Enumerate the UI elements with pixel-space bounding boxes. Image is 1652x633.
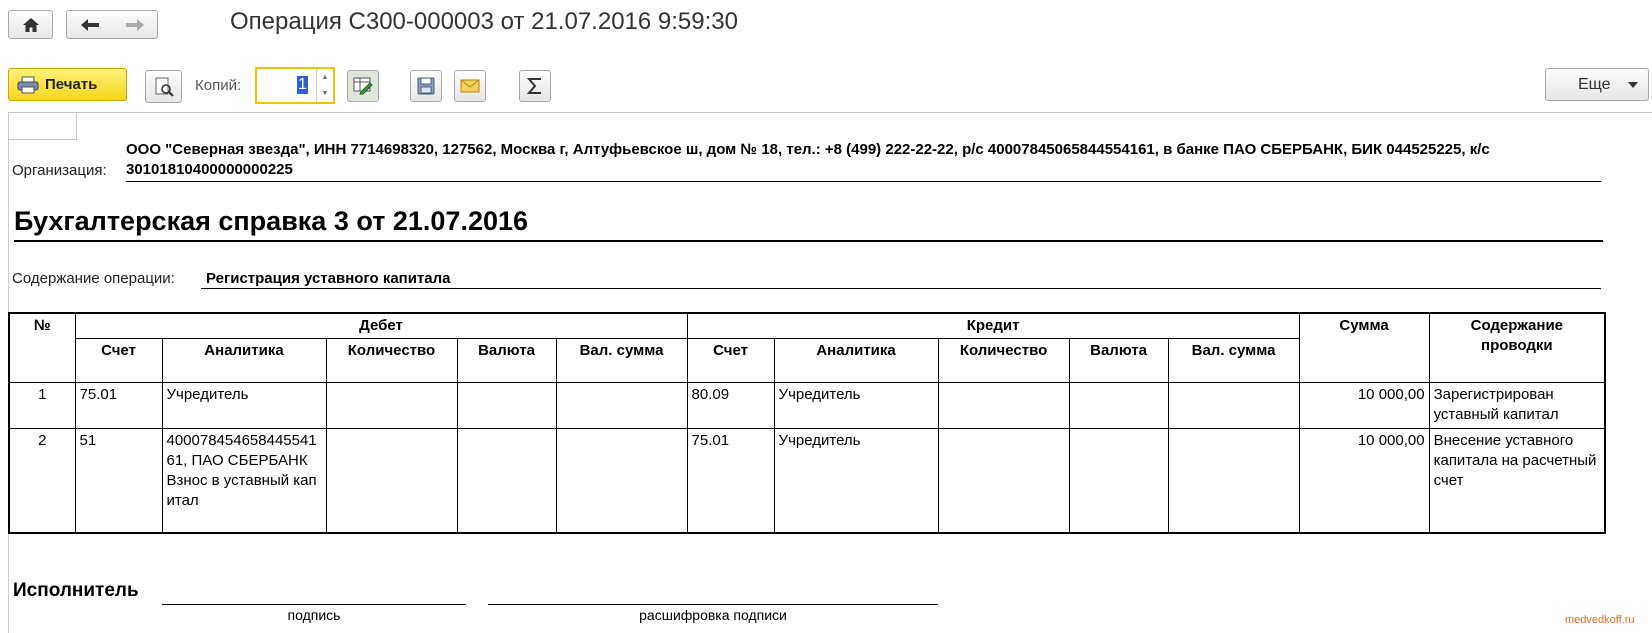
header-debit-currency: Валюта bbox=[457, 339, 556, 383]
debit-account: 51 bbox=[75, 429, 162, 533]
save-icon bbox=[417, 77, 435, 95]
header-sum: Сумма bbox=[1299, 313, 1429, 383]
credit-analytics: Учредитель bbox=[774, 429, 938, 533]
decode-caption: расшифровка подписи bbox=[639, 607, 787, 623]
credit-cur-sum bbox=[1168, 383, 1299, 429]
header-credit-currency: Валюта bbox=[1069, 339, 1168, 383]
entry-content: Зарегистрирован уставный капитал bbox=[1429, 383, 1605, 429]
credit-cur-sum bbox=[1168, 429, 1299, 533]
header-credit-account: Счет bbox=[687, 339, 774, 383]
credit-quantity bbox=[938, 383, 1069, 429]
operation-value: Регистрация уставного капитала bbox=[201, 270, 1601, 289]
table-row bbox=[9, 429, 1605, 533]
debit-quantity bbox=[326, 383, 457, 429]
credit-account: 75.01 bbox=[687, 429, 774, 533]
debit-cur-sum bbox=[556, 429, 687, 533]
entry-content: Внесение уставного капитала на расчетный счет bbox=[1429, 429, 1605, 533]
credit-analytics: Учредитель bbox=[774, 383, 938, 429]
signature-line bbox=[162, 604, 466, 605]
header-num: № bbox=[9, 313, 75, 383]
debit-currency bbox=[457, 383, 556, 429]
print-button[interactable] bbox=[8, 68, 127, 101]
forward-button[interactable] bbox=[125, 18, 145, 32]
spin-up-icon[interactable]: ▲ bbox=[321, 73, 329, 81]
edit-document-button[interactable] bbox=[347, 70, 379, 102]
arrow-right-icon bbox=[125, 18, 145, 32]
row-num: 1 bbox=[9, 383, 75, 429]
debit-cur-sum bbox=[556, 383, 687, 429]
row-num: 2 bbox=[9, 429, 75, 533]
document-heading: Бухгалтерская справка 3 от 21.07.2016 bbox=[14, 206, 1603, 242]
table-edit-icon bbox=[353, 77, 373, 95]
nav-buttons bbox=[66, 10, 158, 39]
watermark: medvedkoff.ru bbox=[1565, 614, 1635, 626]
table-row bbox=[9, 383, 1605, 429]
copies-value: 1 bbox=[298, 76, 307, 93]
debit-currency bbox=[457, 429, 556, 533]
debit-analytics: Учредитель bbox=[162, 383, 326, 429]
header-debit: Дебет bbox=[75, 313, 687, 339]
corner-cell bbox=[9, 113, 77, 140]
header-debit-cur-sum: Вал. сумма bbox=[556, 339, 687, 383]
window-title: Операция С300-000003 от 21.07.2016 9:59:30 bbox=[230, 8, 738, 35]
send-email-button[interactable] bbox=[454, 70, 486, 102]
decode-line bbox=[488, 604, 938, 605]
executor-label: Исполнитель bbox=[13, 580, 139, 601]
header-debit-analytics: Аналитика bbox=[162, 339, 326, 383]
header-credit-quantity: Количество bbox=[938, 339, 1069, 383]
home-button[interactable] bbox=[8, 10, 53, 39]
header-debit-account: Счет bbox=[75, 339, 162, 383]
printer-icon bbox=[17, 76, 39, 94]
save-button[interactable] bbox=[410, 70, 442, 102]
entries-table bbox=[8, 312, 1606, 534]
copies-label: Копий: bbox=[195, 77, 242, 94]
debit-analytics: 40007845465844554161, ПАО СБЕРБАНК Взнос в уставный капитал bbox=[162, 429, 326, 533]
arrow-left-icon bbox=[80, 18, 100, 32]
header-credit: Кредит bbox=[687, 313, 1299, 339]
organization-label: Организация: bbox=[12, 162, 107, 179]
preview-icon bbox=[154, 77, 174, 97]
back-button[interactable] bbox=[80, 18, 100, 32]
more-label: Еще bbox=[1578, 75, 1611, 93]
header-credit-analytics: Аналитика bbox=[774, 339, 938, 383]
header-debit-quantity: Количество bbox=[326, 339, 457, 383]
credit-currency bbox=[1069, 383, 1168, 429]
debit-account: 75.01 bbox=[75, 383, 162, 429]
entry-sum: 10 000,00 bbox=[1299, 429, 1429, 533]
copies-input[interactable] bbox=[255, 67, 335, 104]
envelope-icon bbox=[460, 79, 480, 93]
header-content: Содержание проводки bbox=[1429, 313, 1605, 383]
credit-quantity bbox=[938, 429, 1069, 533]
entry-sum: 10 000,00 bbox=[1299, 383, 1429, 429]
more-button[interactable] bbox=[1545, 68, 1649, 101]
print-label: Печать bbox=[45, 76, 98, 93]
copies-spinner[interactable] bbox=[316, 69, 333, 102]
credit-currency bbox=[1069, 429, 1168, 533]
sigma-icon bbox=[527, 77, 543, 95]
spin-down-icon[interactable]: ▼ bbox=[321, 90, 329, 98]
signature-caption: подпись bbox=[287, 607, 341, 623]
sum-button[interactable] bbox=[519, 70, 551, 102]
home-icon bbox=[22, 17, 40, 33]
chevron-down-icon bbox=[1628, 82, 1638, 88]
operation-label: Содержание операции: bbox=[12, 270, 175, 287]
header-credit-cur-sum: Вал. сумма bbox=[1168, 339, 1299, 383]
debit-quantity bbox=[326, 429, 457, 533]
credit-account: 80.09 bbox=[687, 383, 774, 429]
organization-details: ООО "Северная звезда", ИНН 7714698320, 127562, Москва г, Алтуфьевское ш, дом № 18, тел.: +8 (499) 222-22-22, р/с 40007845065844554161, в банке ПАО СБЕРБАНК, БИК 044525225, к/с 30101810400000000225 bbox=[126, 140, 1601, 182]
preview-button[interactable] bbox=[145, 70, 182, 103]
